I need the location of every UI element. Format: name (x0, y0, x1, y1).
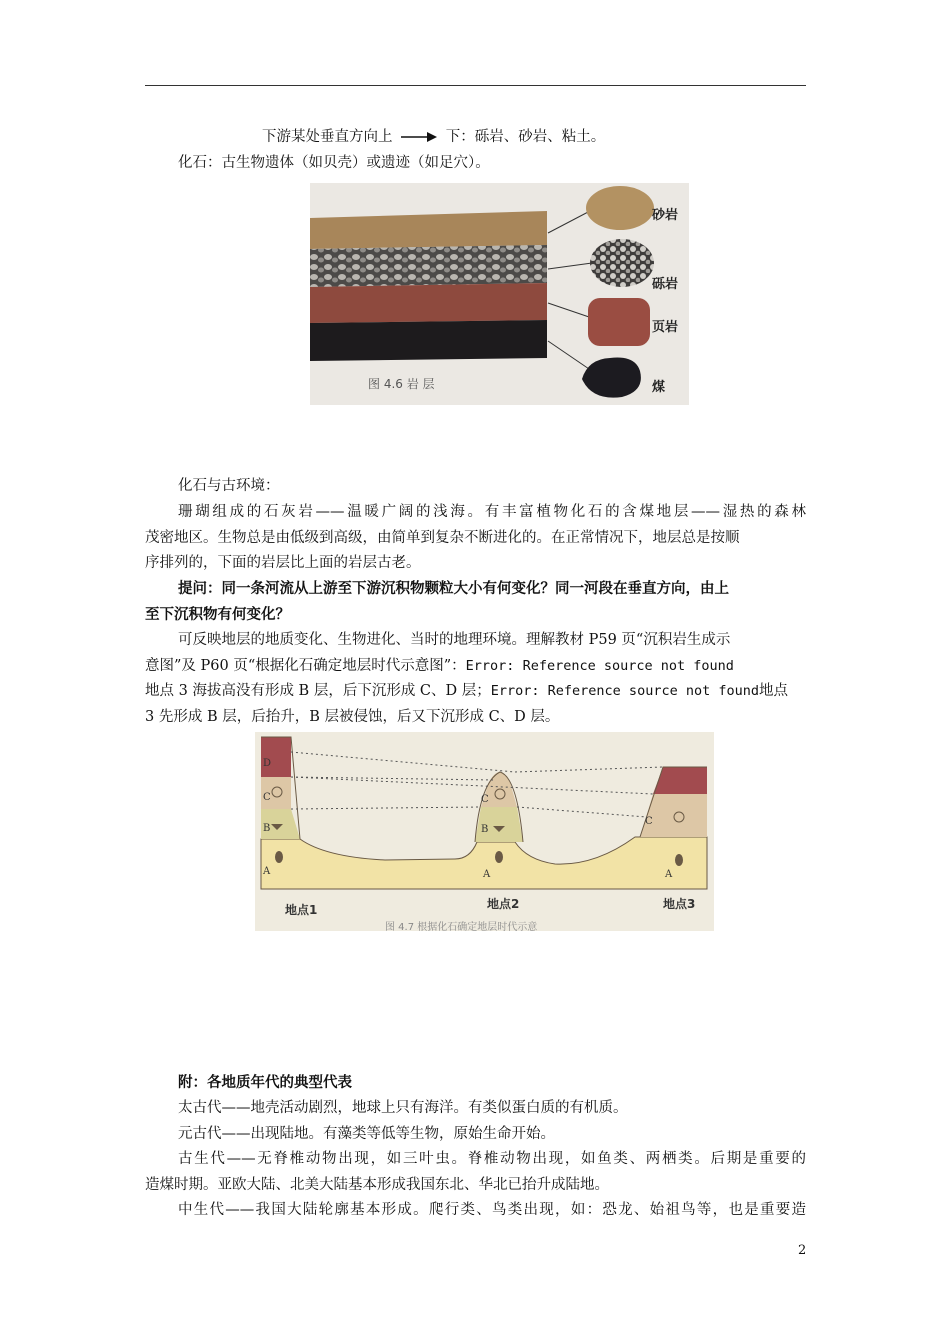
shale-layer (310, 283, 547, 323)
shale-sample (588, 298, 650, 346)
para1-line2: 茂密地区。生物总是由低级到高级，由简单到复杂不断进化的。在正常情况下，地层总是按顺 (145, 530, 740, 546)
layer-letter-c-2: C (481, 794, 489, 805)
para2-line4: 3 先形成 B 层，后抬升，B 层被侵蚀，后又下沉形成 C、D 层。 (145, 709, 560, 725)
fossil-env-title: 化石与古环境： (178, 478, 280, 494)
era-mesozoic-line1: 中生代——我国大陆轮廓基本形成。爬行类、鸟类出现，如：恐龙、始祖鸟等，也是重要造 (178, 1202, 806, 1218)
fig1-label-conglomerate: 砾岩 (652, 277, 679, 292)
fossil-definition: 化石：古生物遗体（如贝壳）或遗迹（如足穴）。 (178, 155, 490, 171)
downstream-text-b: 下：砾岩、砂岩、粘土。 (445, 129, 606, 145)
fig1-label-sandstone: 砂岩 (652, 208, 679, 223)
sandstone-sample (586, 186, 654, 230)
conglomerate-sample (590, 239, 654, 287)
conglomerate-layer (310, 245, 547, 287)
para2-line2 (145, 656, 734, 676)
appendix-title: 附：各地质年代的典型代表 (178, 1075, 352, 1091)
layer-letter-c: C (263, 792, 271, 803)
layer-letter-c-3: C (645, 816, 653, 827)
strata-correlation-figure (255, 732, 714, 931)
downstream-text-a: 下游某处垂直方向上 (262, 129, 393, 145)
para2-line3-tail: 地点 (758, 683, 788, 699)
downstream-line (262, 127, 605, 147)
site-label-2: 地点2 (487, 897, 520, 911)
layer-letter-b: B (263, 823, 271, 834)
question-line2: 至下沉积物有何变化？ (145, 607, 290, 623)
fig2-caption: 图 4.7 根据化石确定地层时代示意 (385, 922, 538, 931)
site-label-1: 地点1 (285, 903, 318, 917)
page-number: 2 (798, 1243, 807, 1258)
para1-line1: 珊瑚组成的石灰岩——温暖广阔的浅海。有丰富植物化石的含煤地层——湿热的森林 (178, 504, 806, 520)
header-rule (145, 85, 806, 86)
fig1-caption: 图 4.6 岩 层 (368, 377, 435, 391)
rock-strata-figure (310, 183, 689, 405)
era-paleozoic-line2: 造煤时期。亚欧大陆、北美大陆基本形成我国东北、华北已抬升成陆地。 (145, 1177, 609, 1193)
layer-letter-b-2: B (481, 824, 489, 835)
para2-line3 (145, 681, 788, 701)
question-line1: 提问：同一条河流从上游至下游沉积物颗粒大小有何变化？同一河段在垂直方向，由上 (178, 581, 729, 597)
arrow-right-icon (399, 131, 439, 143)
fig1-label-coal: 煤 (652, 380, 666, 395)
trilobite-fossil-icon (495, 851, 503, 863)
layer-letter-a: A (263, 866, 271, 877)
strata-correlation-svg (255, 732, 714, 931)
fig1-label-shale: 页岩 (652, 320, 679, 335)
para2-line3-text: 地点 3 海拔高没有形成 B 层，后下沉形成 C、D 层； (145, 683, 491, 699)
coal-layer (310, 320, 547, 361)
trilobite-fossil-icon (275, 851, 283, 863)
trilobite-fossil-icon (675, 854, 683, 866)
layer-letter-a-3: A (665, 869, 673, 880)
para2-line2-text: 意图”及 P60 页“根据化石确定地层时代示意图”： (145, 658, 466, 674)
layer-letter-d: D (263, 758, 272, 769)
era-proterozoic: 元古代——出现陆地。有藻类等低等生物，原始生命开始。 (178, 1126, 555, 1142)
reference-error-1: Error: Reference source not found (465, 658, 734, 674)
layer-letter-a-2: A (483, 869, 491, 880)
para1-line3: 序排列的，下面的岩层比上面的岩层古老。 (145, 555, 421, 571)
reference-error-2: Error: Reference source not found (490, 683, 759, 699)
para2-line1: 可反映地层的地质变化、生物进化、当时的地理环境。理解教材 P59 页“沉积岩生成示 (178, 632, 731, 648)
rock-strata-svg (310, 183, 689, 405)
era-paleozoic-line1: 古生代——无脊椎动物出现，如三叶虫。脊椎动物出现，如鱼类、两栖类。后期是重要的 (178, 1151, 806, 1167)
site-label-3: 地点3 (663, 897, 696, 911)
era-archean: 太古代——地壳活动剧烈，地球上只有海洋。有类似蛋白质的有机质。 (178, 1100, 628, 1116)
